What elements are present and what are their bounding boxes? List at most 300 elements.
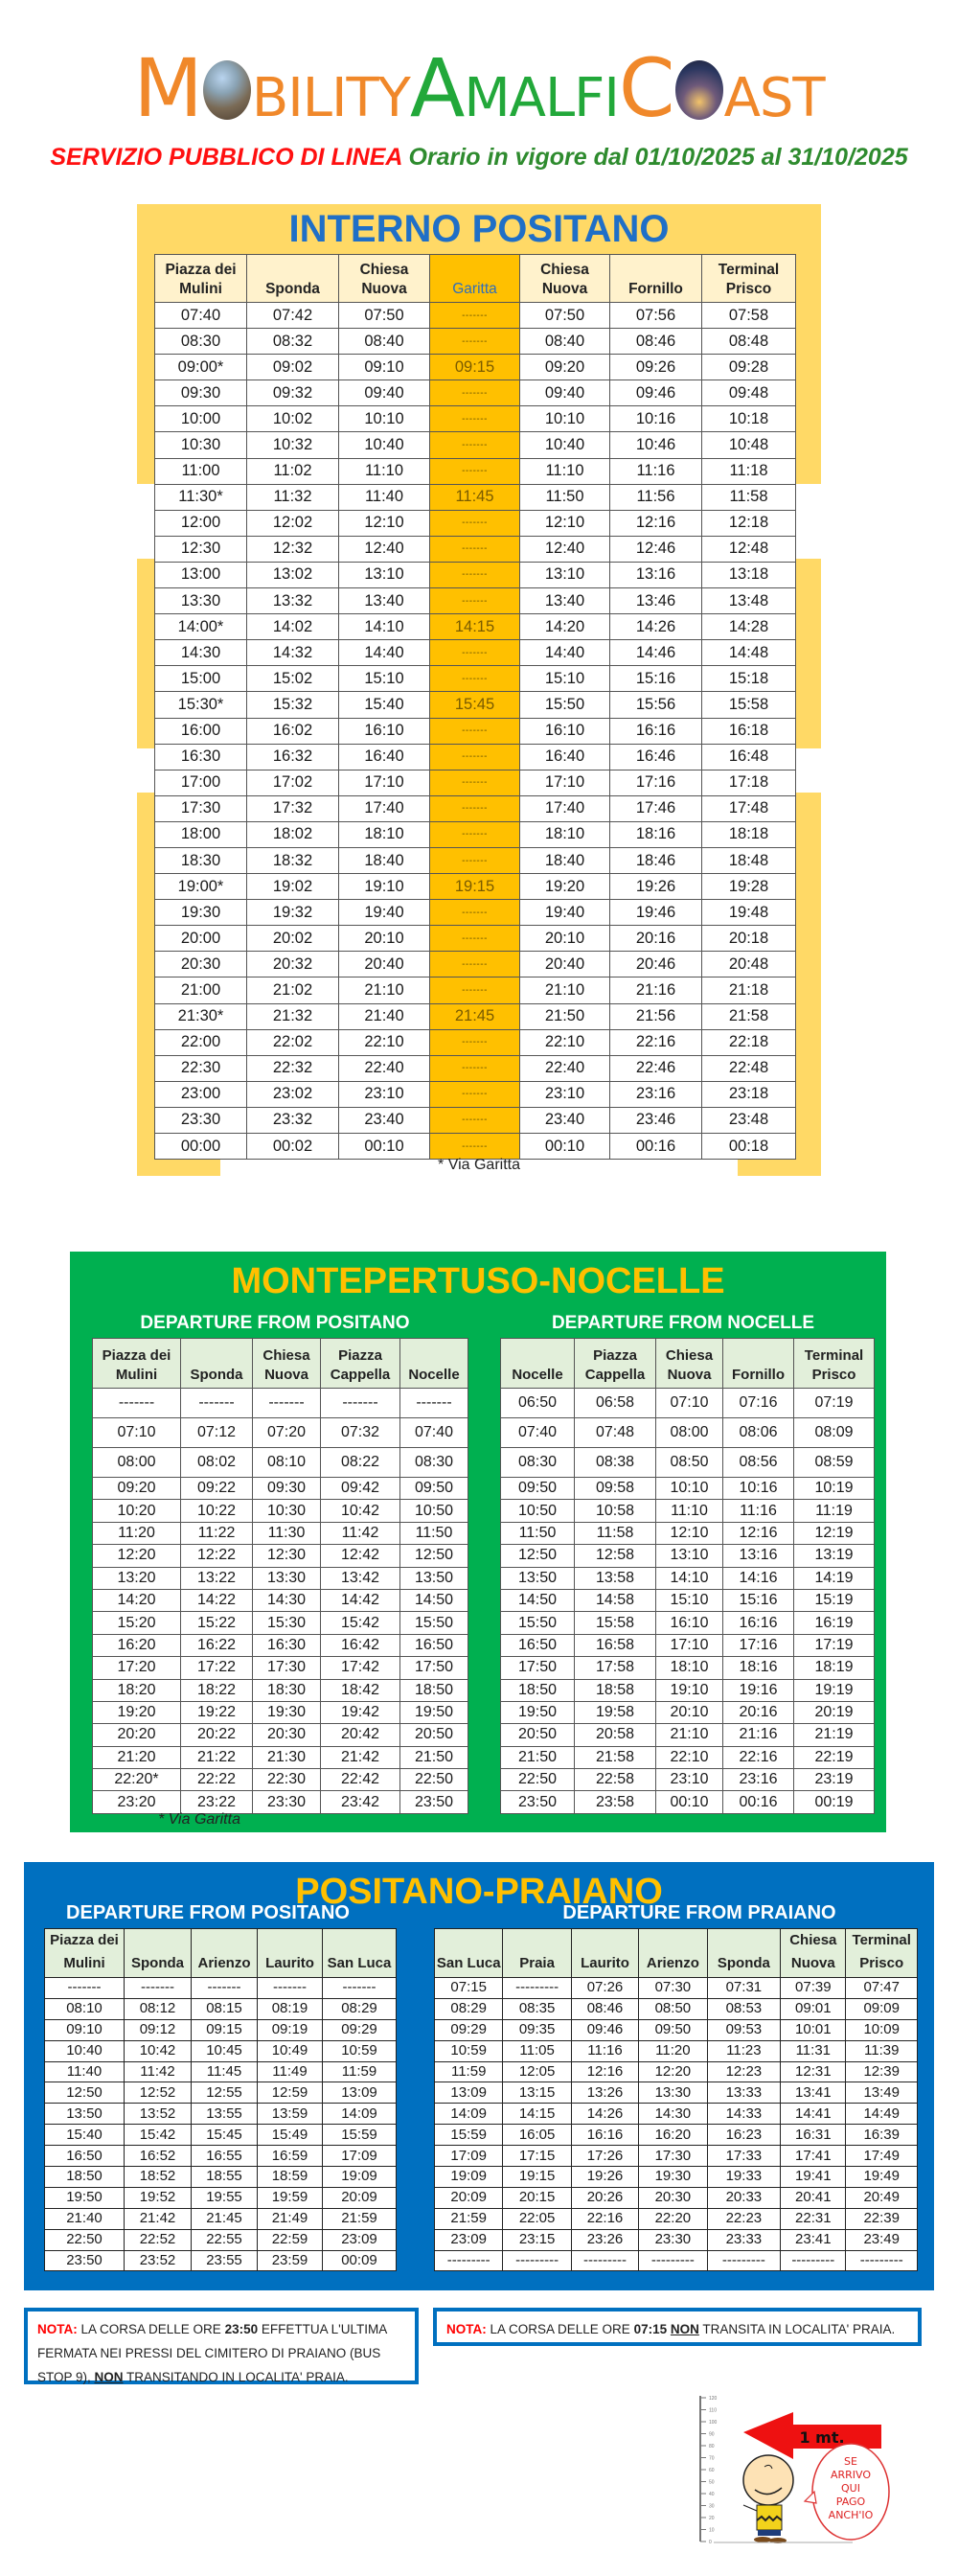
time-cell: 21:45 — [192, 2208, 258, 2229]
time-cell: 15:18 — [702, 666, 796, 692]
time-cell: 11:16 — [723, 1500, 794, 1522]
time-cell: ------- — [430, 1107, 520, 1133]
time-cell: 13:55 — [192, 2104, 258, 2125]
table-row — [155, 718, 796, 744]
time-cell: 23:59 — [258, 2250, 323, 2271]
time-cell: 22:10 — [656, 1746, 723, 1768]
time-cell: 12:40 — [339, 536, 430, 562]
time-cell: 21:40 — [45, 2208, 125, 2229]
table-row — [155, 484, 796, 510]
time-cell: ------- — [430, 303, 520, 329]
time-cell: 13:52 — [125, 2104, 192, 2125]
time-cell: 16:46 — [610, 744, 702, 770]
time-cell: 12:31 — [781, 2061, 846, 2082]
time-cell: 12:16 — [723, 1522, 794, 1544]
time-cell: 11:10 — [656, 1500, 723, 1522]
table-row — [435, 1998, 918, 2019]
time-cell: 13:19 — [794, 1545, 875, 1567]
time-cell: 15:49 — [258, 2125, 323, 2146]
time-cell: 19:41 — [781, 2167, 846, 2188]
note-text: EFFETTUA L'ULTIMA FERMATA NEI PRESSI DEL CIMITERO DI PRAIANO (BUS STOP 9), — [37, 2322, 387, 2384]
time-cell: 11:31 — [781, 2040, 846, 2061]
time-cell: 14:48 — [702, 640, 796, 666]
logo-text: MALFI — [464, 67, 619, 129]
time-cell: 21:20 — [93, 1746, 181, 1768]
time-cell: 23:30 — [639, 2229, 707, 2250]
table-row — [501, 1701, 875, 1723]
time-cell: 09:10 — [45, 2019, 125, 2040]
time-cell: 20:09 — [435, 2187, 503, 2208]
time-cell: 13:46 — [610, 588, 702, 614]
table-row — [155, 355, 796, 380]
time-cell: 12:18 — [702, 510, 796, 536]
time-cell: 23:26 — [571, 2229, 638, 2250]
time-cell: 10:22 — [181, 1500, 253, 1522]
logo-letter: C — [618, 41, 674, 135]
note-emphasis: NON — [94, 2370, 124, 2384]
time-cell: 09:32 — [247, 380, 339, 406]
time-cell: 21:19 — [794, 1724, 875, 1746]
time-cell: 19:50 — [400, 1701, 468, 1723]
time-cell: ------- — [430, 1134, 520, 1160]
column-header-line: Praia — [519, 1955, 555, 1971]
time-cell: 18:22 — [181, 1679, 253, 1701]
time-cell: 14:58 — [575, 1589, 656, 1611]
time-cell: 09:28 — [702, 355, 796, 380]
logo-text: AST — [723, 67, 825, 129]
time-cell: 09:01 — [781, 1998, 846, 2019]
time-cell: 12:23 — [707, 2061, 781, 2082]
time-cell: 13:02 — [247, 562, 339, 587]
time-cell: 21:32 — [247, 1003, 339, 1029]
time-cell: ------- — [430, 900, 520, 926]
time-cell: 13:18 — [702, 562, 796, 587]
table-row — [435, 2229, 918, 2250]
time-cell: --------- — [781, 2250, 846, 2271]
time-cell: 09:26 — [610, 355, 702, 380]
time-cell: 15:40 — [339, 692, 430, 718]
time-cell: 12:20 — [639, 2061, 707, 2082]
time-cell: 23:10 — [339, 1081, 430, 1107]
time-cell: 19:46 — [610, 900, 702, 926]
time-cell: 13:30 — [155, 588, 247, 614]
time-cell: 06:58 — [575, 1389, 656, 1418]
time-cell: 23:42 — [321, 1791, 400, 1813]
table-row — [501, 1418, 875, 1448]
time-cell: 07:32 — [321, 1418, 400, 1448]
time-cell: 17:22 — [181, 1657, 253, 1679]
time-cell: 11:45 — [430, 484, 520, 510]
column-header — [258, 1929, 323, 1978]
table-row — [155, 458, 796, 484]
time-cell: 15:58 — [702, 692, 796, 718]
column-header-line: Chiesa — [359, 262, 409, 278]
time-cell: 20:40 — [339, 952, 430, 978]
time-cell: 20:16 — [723, 1701, 794, 1723]
ruler-tick-label: 10 — [709, 2527, 715, 2534]
time-cell: 17:40 — [339, 795, 430, 821]
time-cell: 17:41 — [781, 2146, 846, 2167]
time-cell: 10:30 — [253, 1500, 321, 1522]
time-cell: 17:16 — [610, 770, 702, 795]
time-cell: 09:12 — [125, 2019, 192, 2040]
validity-label: Orario in vigore dal 01/10/2025 al 31/10/2025 — [408, 144, 908, 171]
departure-from-positano-label: DEPARTURE FROM POSITANO — [140, 1313, 410, 1333]
column-header-line: Cappella — [330, 1367, 391, 1383]
time-cell: 22:40 — [339, 1055, 430, 1081]
time-cell: 20:30 — [253, 1724, 321, 1746]
table-row — [435, 1978, 918, 1999]
column-header-line: Arienzo — [646, 1955, 699, 1971]
time-cell: 12:30 — [155, 536, 247, 562]
note-text: LA CORSA DELLE ORE — [77, 2322, 225, 2336]
time-cell: 14:46 — [610, 640, 702, 666]
time-cell: 19:50 — [45, 2187, 125, 2208]
time-cell: 18:00 — [155, 821, 247, 847]
time-cell: 16:16 — [610, 718, 702, 744]
time-cell: 11:02 — [247, 458, 339, 484]
time-cell: 21:30* — [155, 1003, 247, 1029]
time-cell: 12:22 — [181, 1545, 253, 1567]
time-cell: 10:09 — [846, 2019, 918, 2040]
departure-from-nocelle-label: DEPARTURE FROM NOCELLE — [551, 1313, 815, 1333]
table-row — [155, 1134, 796, 1160]
montepertuso-nocelle-title: MONTEPERTUSO-NOCELLE — [231, 1261, 725, 1301]
table-row — [501, 1612, 875, 1634]
time-cell: 08:15 — [192, 1998, 258, 2019]
time-cell: 23:52 — [125, 2250, 192, 2271]
time-cell: 21:56 — [610, 1003, 702, 1029]
time-cell: 22:50 — [45, 2229, 125, 2250]
time-cell: 15:50 — [520, 692, 610, 718]
time-cell: ------- — [430, 562, 520, 587]
time-cell: 09:40 — [520, 380, 610, 406]
time-cell: 14:26 — [610, 614, 702, 640]
table-row — [155, 847, 796, 873]
time-cell: 17:30 — [253, 1657, 321, 1679]
table-row — [45, 2125, 397, 2146]
table-row — [435, 2146, 918, 2167]
time-cell: 15:59 — [435, 2125, 503, 2146]
time-cell: 22:52 — [125, 2229, 192, 2250]
time-cell: 19:26 — [610, 874, 702, 900]
time-cell: 15:16 — [610, 666, 702, 692]
time-cell: 22:10 — [339, 1029, 430, 1055]
column-header — [501, 1339, 575, 1389]
time-cell: 21:00 — [155, 978, 247, 1003]
time-cell: 23:58 — [575, 1791, 656, 1813]
time-cell: 20:40 — [520, 952, 610, 978]
table-row — [155, 1081, 796, 1107]
from-praiano-table — [434, 1928, 918, 2271]
table-row — [45, 2250, 397, 2271]
table-row — [435, 2040, 918, 2061]
table-row — [155, 303, 796, 329]
time-cell: ------- — [430, 666, 520, 692]
time-cell: 21:40 — [339, 1003, 430, 1029]
time-cell: 00:18 — [702, 1134, 796, 1160]
time-cell: 10:20 — [93, 1500, 181, 1522]
time-cell: 20:26 — [571, 2187, 638, 2208]
speech-line: PAGO — [835, 2496, 866, 2508]
time-cell: 18:48 — [702, 847, 796, 873]
time-cell: 22:16 — [723, 1746, 794, 1768]
time-cell: 23:32 — [247, 1107, 339, 1133]
time-cell: 09:00* — [155, 355, 247, 380]
column-header-line: Mulini — [115, 1367, 158, 1383]
time-cell: 21:58 — [702, 1003, 796, 1029]
time-cell: 23:46 — [610, 1107, 702, 1133]
logo-letter: A — [409, 41, 465, 135]
column-header — [93, 1339, 181, 1389]
time-cell: 19:19 — [794, 1679, 875, 1701]
time-cell: 14:20 — [520, 614, 610, 640]
table-row — [435, 2250, 918, 2271]
time-cell: 08:30 — [400, 1448, 468, 1478]
time-cell: 07:39 — [781, 1978, 846, 1999]
ruler-tick-label: 50 — [709, 2479, 715, 2486]
time-cell: 19:48 — [702, 900, 796, 926]
time-cell: 11:58 — [575, 1522, 656, 1544]
time-cell: 20:58 — [575, 1724, 656, 1746]
time-cell: 23:09 — [323, 2229, 397, 2250]
column-header-line: Chiesa — [540, 262, 589, 278]
time-cell: 18:10 — [520, 821, 610, 847]
time-cell: 07:10 — [93, 1418, 181, 1448]
time-cell: 10:48 — [702, 432, 796, 458]
child-height-illustration — [661, 2367, 901, 2559]
table-row — [93, 1418, 468, 1448]
time-cell: 17:32 — [247, 795, 339, 821]
time-cell: 15:02 — [247, 666, 339, 692]
time-cell: 20:00 — [155, 926, 247, 952]
column-header — [702, 255, 796, 303]
time-cell: 13:59 — [258, 2104, 323, 2125]
time-cell: 16:52 — [125, 2146, 192, 2167]
time-cell: 14:20 — [93, 1589, 181, 1611]
time-cell: --------- — [707, 2250, 781, 2271]
time-cell: 07:30 — [639, 1978, 707, 1999]
note-text: TRANSITA IN LOCALITA' PRAIA. — [698, 2322, 896, 2336]
time-cell: 19:52 — [125, 2187, 192, 2208]
time-cell: 11:39 — [846, 2040, 918, 2061]
time-cell: 14:16 — [723, 1567, 794, 1589]
column-header-line: Garitta — [452, 281, 497, 297]
time-cell: 11:20 — [639, 2040, 707, 2061]
time-cell: 18:40 — [520, 847, 610, 873]
time-cell: 12:20 — [93, 1545, 181, 1567]
time-cell: 07:15 — [435, 1978, 503, 1999]
time-cell: 00:10 — [520, 1134, 610, 1160]
time-cell: ------- — [125, 1978, 192, 1999]
column-header-line: Chiesa — [789, 1932, 837, 1948]
note-label: NOTA: — [446, 2322, 487, 2336]
time-cell: 10:42 — [125, 2040, 192, 2061]
table-row — [155, 640, 796, 666]
time-cell: ------- — [430, 380, 520, 406]
time-cell: ------- — [181, 1389, 253, 1418]
time-cell: 08:32 — [247, 329, 339, 355]
time-cell: 18:40 — [339, 847, 430, 873]
time-cell: 22:18 — [702, 1029, 796, 1055]
positano-praiano-title: POSITANO-PRAIANO — [295, 1872, 663, 1912]
arrow-label: 1 mt. — [799, 2428, 845, 2447]
table-row — [501, 1589, 875, 1611]
time-cell: 20:09 — [323, 2187, 397, 2208]
table-row — [93, 1545, 468, 1567]
time-cell: 23:19 — [794, 1769, 875, 1791]
time-cell: 13:16 — [610, 562, 702, 587]
time-cell: 14:33 — [707, 2104, 781, 2125]
table-row — [501, 1567, 875, 1589]
time-cell: 09:19 — [258, 2019, 323, 2040]
time-cell: 18:50 — [45, 2167, 125, 2188]
note-time: 23:50 — [224, 2322, 259, 2336]
table-row — [93, 1701, 468, 1723]
time-cell: 22:40 — [520, 1055, 610, 1081]
time-cell: --------- — [571, 2250, 638, 2271]
time-cell: 14:32 — [247, 640, 339, 666]
time-cell: 18:50 — [400, 1679, 468, 1701]
time-cell: 23:48 — [702, 1107, 796, 1133]
time-cell: 14:30 — [639, 2104, 707, 2125]
from-positano-table — [44, 1928, 397, 2271]
time-cell: 11:42 — [321, 1522, 400, 1544]
table-row — [155, 821, 796, 847]
time-cell: 18:10 — [339, 821, 430, 847]
time-cell: 11:50 — [501, 1522, 575, 1544]
table-row — [501, 1448, 875, 1478]
table-row — [501, 1679, 875, 1701]
time-cell: 23:10 — [520, 1081, 610, 1107]
time-cell: 14:49 — [846, 2104, 918, 2125]
time-cell: 17:30 — [155, 795, 247, 821]
time-cell: 21:42 — [125, 2208, 192, 2229]
time-cell: 14:30 — [253, 1589, 321, 1611]
time-cell: 11:10 — [339, 458, 430, 484]
time-cell: 16:10 — [520, 718, 610, 744]
table-row — [45, 2167, 397, 2188]
time-cell: 23:49 — [846, 2229, 918, 2250]
time-cell: 11:22 — [181, 1522, 253, 1544]
time-cell: 18:46 — [610, 847, 702, 873]
time-cell: 19:10 — [656, 1679, 723, 1701]
time-cell: 18:20 — [93, 1679, 181, 1701]
time-cell: 19:09 — [323, 2167, 397, 2188]
time-cell: 10:10 — [520, 406, 610, 432]
time-cell: 19:28 — [702, 874, 796, 900]
table-row — [155, 562, 796, 587]
time-cell: 22:20 — [639, 2208, 707, 2229]
time-cell: 08:02 — [181, 1448, 253, 1478]
time-cell: 10:10 — [656, 1478, 723, 1500]
time-cell: 18:42 — [321, 1679, 400, 1701]
table-row — [45, 2019, 397, 2040]
time-cell: 10:18 — [702, 406, 796, 432]
time-cell: --------- — [639, 2250, 707, 2271]
time-cell: 14:09 — [323, 2104, 397, 2125]
time-cell: 23:41 — [781, 2229, 846, 2250]
column-header-line: Piazza dei — [165, 262, 237, 278]
time-cell: 10:42 — [321, 1500, 400, 1522]
speech-line: ARRIVO — [830, 2469, 872, 2481]
time-cell: 19:30 — [155, 900, 247, 926]
table-row — [501, 1657, 875, 1679]
time-cell: 09:46 — [571, 2019, 638, 2040]
table-row — [501, 1724, 875, 1746]
page-subtitle — [0, 144, 958, 172]
time-cell: 11:19 — [794, 1500, 875, 1522]
time-cell: 15:30 — [253, 1612, 321, 1634]
column-header-line: Mulini — [63, 1955, 105, 1971]
column-header-line: Prisco — [811, 1367, 856, 1383]
time-cell: 07:16 — [723, 1389, 794, 1418]
time-cell: 20:30 — [639, 2187, 707, 2208]
time-cell: 15:42 — [125, 2125, 192, 2146]
time-cell: 12:16 — [571, 2061, 638, 2082]
time-cell: 10:58 — [575, 1500, 656, 1522]
time-cell: 16:16 — [571, 2125, 638, 2146]
time-cell: 07:58 — [702, 303, 796, 329]
time-cell: 16:20 — [639, 2125, 707, 2146]
table-row — [155, 432, 796, 458]
time-cell: ------- — [253, 1389, 321, 1418]
time-cell: 07:12 — [181, 1418, 253, 1448]
time-cell: 22:59 — [258, 2229, 323, 2250]
time-cell: 18:30 — [253, 1679, 321, 1701]
time-cell: ------- — [45, 1978, 125, 1999]
table-row — [155, 406, 796, 432]
table-row — [155, 510, 796, 536]
table-row — [155, 536, 796, 562]
time-cell: 16:10 — [656, 1612, 723, 1634]
time-cell: 17:00 — [155, 770, 247, 795]
time-cell: 16:42 — [321, 1634, 400, 1656]
time-cell: 22:20* — [93, 1769, 181, 1791]
time-cell: 07:50 — [339, 303, 430, 329]
ruler-tick-label: 60 — [709, 2468, 715, 2473]
time-cell: 20:46 — [610, 952, 702, 978]
time-cell: 17:40 — [520, 795, 610, 821]
time-cell: 08:50 — [639, 1998, 707, 2019]
time-cell: 13:50 — [400, 1567, 468, 1589]
time-cell: 14:15 — [503, 2104, 571, 2125]
time-cell: 13:10 — [520, 562, 610, 587]
table-row — [93, 1500, 468, 1522]
speech-bubble-icon — [805, 2444, 889, 2540]
time-cell: 20:20 — [93, 1724, 181, 1746]
amalfi-photo-icon — [203, 60, 251, 120]
table-row — [93, 1478, 468, 1500]
table-row — [155, 926, 796, 952]
table-row — [155, 1003, 796, 1029]
table-row — [45, 1978, 397, 1999]
time-cell: 08:40 — [520, 329, 610, 355]
time-cell: 12:40 — [520, 536, 610, 562]
time-cell: 10:59 — [435, 2040, 503, 2061]
time-cell: 12:52 — [125, 2082, 192, 2104]
time-cell: 09:22 — [181, 1478, 253, 1500]
time-cell: 19:30 — [639, 2167, 707, 2188]
time-cell: 22:19 — [794, 1746, 875, 1768]
time-cell: 09:42 — [321, 1478, 400, 1500]
time-cell: 13:48 — [702, 588, 796, 614]
time-cell: --------- — [435, 2250, 503, 2271]
time-cell: 22:55 — [192, 2229, 258, 2250]
column-header-line: Mulini — [179, 281, 222, 297]
time-cell: 17:50 — [501, 1657, 575, 1679]
time-cell: 07:19 — [794, 1389, 875, 1418]
